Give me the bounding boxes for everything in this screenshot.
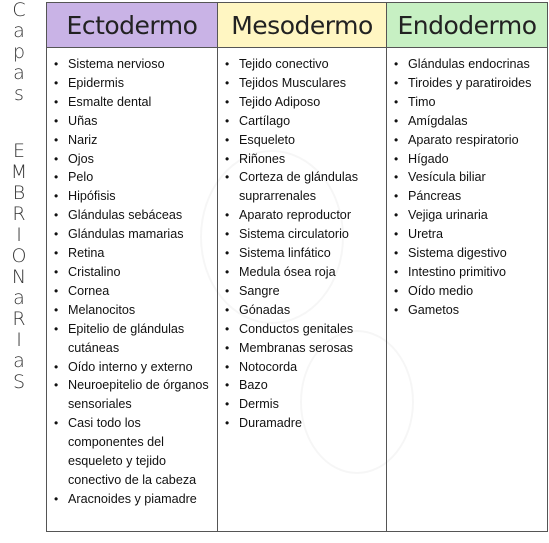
side-letter: E (12, 140, 25, 162)
list-item: • Glándulas mamarias (68, 225, 215, 244)
side-title (0, 0, 38, 543)
list-item: • Gametos (408, 301, 545, 320)
endodermo-list (391, 55, 545, 320)
mesodermo-list (222, 55, 384, 433)
list-item: • Gónadas (239, 301, 384, 320)
list-item: • Cornea (68, 282, 215, 301)
list-item: • Duramadre (239, 414, 384, 433)
list-item: • Glándulas sebáceas (68, 206, 215, 225)
list-item: • Conductos genitales (239, 320, 384, 339)
list-item: • Casi todo los componentes del esqueleto y tejido conectivo de la cabeza (68, 414, 215, 490)
list-item: • Tejido conectivo (239, 55, 384, 74)
list-item: • Esqueleto (239, 131, 384, 150)
side-letter: a (13, 20, 25, 42)
endodermo-cell (387, 48, 548, 532)
list-item: • Dermis (239, 395, 384, 414)
list-item: • Aparato reproductor (239, 206, 384, 225)
side-letter: B (12, 182, 26, 204)
list-item: • Epidermis (68, 74, 215, 93)
side-letter: R (12, 203, 26, 225)
list-item: • Medula ósea roja (239, 263, 384, 282)
side-letter: a (13, 62, 25, 84)
header-mesodermo: Mesodermo (218, 3, 387, 48)
side-letter: s (14, 83, 24, 105)
list-item: • Esmalte dental (68, 93, 215, 112)
list-item: • Bazo (239, 376, 384, 395)
list-item: • Páncreas (408, 187, 545, 206)
list-item: • Corteza de glándulas suprarrenales (239, 168, 384, 206)
list-item: • Vesícula biliar (408, 168, 545, 187)
list-item: • Cristalino (68, 263, 215, 282)
header-endodermo: Endodermo (387, 3, 548, 48)
list-item: • Melanocitos (68, 301, 215, 320)
list-item: • Retina (68, 244, 215, 263)
list-item: • Pelo (68, 168, 215, 187)
list-item: • Nariz (68, 131, 215, 150)
list-item: • Riñones (239, 150, 384, 169)
list-item: • Uñas (68, 112, 215, 131)
list-item: • Sistema nervioso (68, 55, 215, 74)
list-item: • Intestino primitivo (408, 263, 545, 282)
list-item: • Cartílago (239, 112, 384, 131)
ectodermo-list (51, 55, 215, 509)
list-item: • Glándulas endocrinas (408, 55, 545, 74)
list-item: • Tejido Adiposo (239, 93, 384, 112)
list-item: • Amígdalas (408, 112, 545, 131)
ectodermo-cell (47, 48, 218, 532)
header-ectodermo: Ectodermo (47, 3, 218, 48)
list-item: • Tejidos Musculares (239, 74, 384, 93)
germ-layers-table (46, 2, 548, 532)
side-letter: p (12, 41, 26, 63)
side-letter: I (16, 329, 22, 351)
list-item: • Epitelio de glándulas cutáneas (68, 320, 215, 358)
list-item: • Vejiga urinaria (408, 206, 545, 225)
mesodermo-cell (218, 48, 387, 532)
list-item: • Aracnoides y piamadre (68, 490, 215, 509)
list-item: • Sistema linfático (239, 244, 384, 263)
side-gap (0, 105, 38, 141)
list-item: • Hígado (408, 150, 545, 169)
side-letter: I (16, 224, 22, 246)
side-letter: R (12, 308, 26, 330)
list-item: • Sistema circulatorio (239, 225, 384, 244)
list-item: • Timo (408, 93, 545, 112)
list-item: • Sangre (239, 282, 384, 301)
list-item: • Membranas serosas (239, 339, 384, 358)
side-letter: O (11, 245, 27, 267)
list-item: • Tiroides y paratiroides (408, 74, 545, 93)
side-letter: S (12, 371, 26, 393)
list-item: • Oído medio (408, 282, 545, 301)
list-item: • Notocorda (239, 358, 384, 377)
side-letter: C (12, 0, 26, 21)
side-letter: a (13, 350, 25, 372)
list-item: • Aparato respiratorio (408, 131, 545, 150)
side-letter: N (11, 266, 27, 288)
side-letter: M (10, 161, 28, 183)
list-item: • Hipófisis (68, 187, 215, 206)
list-item: • Uretra (408, 225, 545, 244)
list-item: • Neuroepitelio de órganos sensoriales (68, 376, 215, 414)
side-letter: a (13, 287, 25, 309)
list-item: • Oído interno y externo (68, 358, 215, 377)
list-item: • Ojos (68, 150, 215, 169)
list-item: • Sistema digestivo (408, 244, 545, 263)
